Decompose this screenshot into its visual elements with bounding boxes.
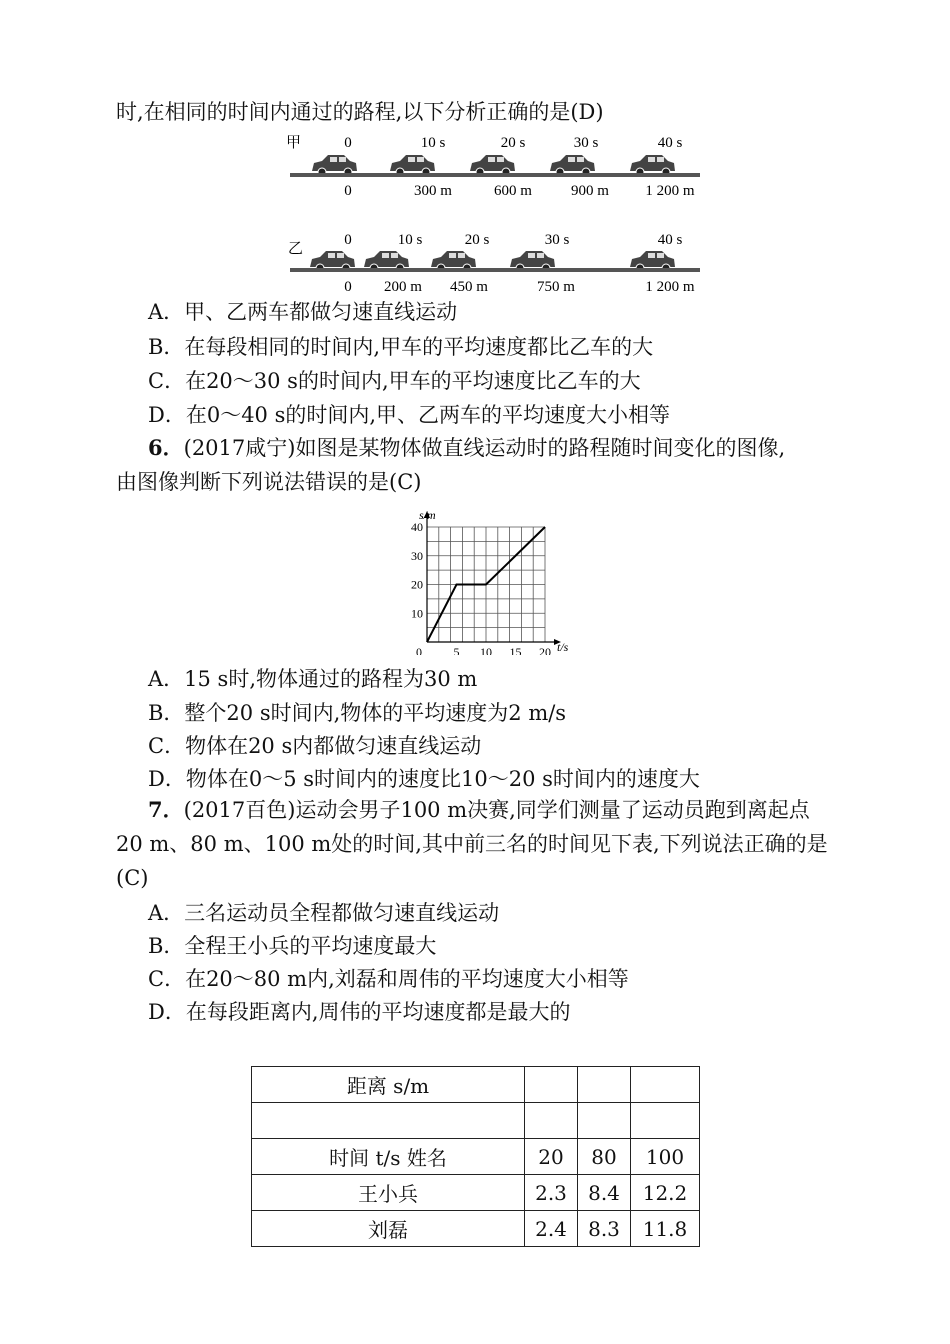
car-a-time: 30 s (573, 135, 599, 151)
empty-cell (578, 1067, 631, 1103)
column-header: 80 (578, 1139, 631, 1175)
car-a-icon (312, 155, 357, 176)
table-row (252, 1067, 700, 1103)
car-b-label: 乙 (288, 241, 304, 257)
car-b-time: 40 s (657, 232, 683, 248)
q7-line3: (C) (116, 866, 149, 890)
car-a-distance: 300 m (414, 183, 452, 199)
car-a-icon (630, 155, 675, 176)
x-tick-label: 5 (453, 645, 460, 655)
value-cell: 8.3 (578, 1211, 631, 1247)
name-cell: 刘磊 (252, 1211, 525, 1247)
car-b-distances (344, 279, 695, 295)
empty-cell (631, 1103, 700, 1139)
car-b-distance: 750 m (537, 279, 575, 295)
q6-option-d: D．物体在0～5 s时间内的速度比10～20 s时间内的速度大 (148, 767, 700, 791)
name-cell: 王小兵 (252, 1175, 525, 1211)
car-b-distance: 450 m (450, 279, 488, 295)
car-b-time: 20 s (464, 232, 490, 248)
car-a-distances (344, 183, 695, 199)
value-cell: 11.8 (631, 1211, 700, 1247)
car-a-distance: 1 200 m (645, 183, 695, 199)
car-b-distance: 200 m (384, 279, 422, 295)
q7-option-d: D．在每段距离内,周伟的平均速度都是最大的 (148, 1000, 571, 1024)
y-tick-label: 40 (411, 520, 423, 534)
car-a-time: 40 s (657, 135, 683, 151)
empty-cell (578, 1103, 631, 1139)
q6-option-c: C．物体在20 s内都做匀速直线运动 (148, 734, 482, 758)
empty-cell (631, 1067, 700, 1103)
q6-option-b: B．整个20 s时间内,物体的平均速度为2 m/s (148, 701, 567, 725)
y-tick-label: 10 (411, 606, 423, 621)
empty-cell (252, 1103, 525, 1139)
x-axis-label: t/s (557, 640, 569, 654)
table-row (252, 1103, 700, 1139)
column-header: 20 (525, 1139, 578, 1175)
table-row (252, 1211, 700, 1247)
car-a-label: 甲 (286, 135, 302, 151)
y-tick-label: 30 (411, 548, 423, 563)
q7-number: 7． (148, 797, 184, 822)
value-cell: 2.3 (525, 1175, 578, 1211)
value-cell: 2.4 (525, 1211, 578, 1247)
car-b-distance: 0 (344, 279, 352, 295)
q6-st-graph (405, 505, 575, 655)
table-row (252, 1139, 700, 1175)
car-b-times (344, 232, 682, 248)
q5-option-c: C．在20～30 s的时间内,甲车的平均速度比乙车的大 (148, 369, 641, 393)
y-tick-label: 20 (411, 577, 423, 592)
q6-text1: (2017咸宁)如图是某物体做直线运动时的路程随时间变化的图像, (183, 436, 786, 460)
y-axis-label: s/m (419, 508, 436, 522)
car-b-time: 30 s (544, 232, 570, 248)
car-a-time: 10 s (420, 135, 446, 151)
x-tick-label: 0 (416, 645, 422, 655)
header-distance-cell: 距离 s/m (252, 1067, 525, 1103)
x-tick-label: 15 (509, 645, 522, 655)
table-row (252, 1175, 700, 1211)
car-a-icon (470, 155, 515, 176)
q7-option-c: C．在20～80 m内,刘磊和周伟的平均速度大小相等 (148, 967, 629, 991)
empty-cell (525, 1067, 578, 1103)
car-a-distance: 900 m (571, 183, 609, 199)
x-tick-label: 20 (539, 645, 551, 655)
x-tick-label: 10 (480, 645, 492, 655)
q7-data-table (251, 1066, 700, 1247)
q7-text1: (2017百色)运动会男子100 m决赛,同学们测量了运动员跑到离起点 (183, 798, 810, 822)
car-a-time: 0 (344, 135, 352, 151)
car-a-distance: 600 m (494, 183, 532, 199)
empty-cell (525, 1103, 578, 1139)
car-a-icon (550, 155, 595, 176)
q5-car-figure (280, 130, 720, 310)
q6-line2: 由图像判断下列说法错误的是(C) (116, 470, 422, 494)
q6-number: 6． (148, 435, 184, 460)
q7-line2: 20 m、80 m、100 m处的时间,其中前三名的时间见下表,下列说法正确的是 (116, 832, 828, 856)
q7-line1 (148, 796, 810, 824)
q6-option-a: A．15 s时,物体通过的路程为30 m (148, 667, 478, 691)
q5-option-a: A．甲、乙两车都做匀速直线运动 (148, 300, 458, 324)
car-a-icon (390, 155, 435, 176)
car-b-time: 0 (344, 232, 352, 248)
q5-option-d: D．在0～40 s的时间内,甲、乙两车的平均速度大小相等 (148, 403, 671, 427)
car-a-distance: 0 (344, 183, 352, 199)
car-b-distance: 1 200 m (645, 279, 695, 295)
header-time-name-cell: 时间 t/s 姓名 (252, 1139, 525, 1175)
value-cell: 8.4 (578, 1175, 631, 1211)
q6-line1 (148, 434, 785, 462)
q5-intro: 时,在相同的时间内通过的路程,以下分析正确的是(D) (116, 100, 604, 124)
car-b-time: 10 s (397, 232, 423, 248)
column-header: 100 (631, 1139, 700, 1175)
value-cell: 12.2 (631, 1175, 700, 1211)
q7-option-a: A．三名运动员全程都做匀速直线运动 (148, 901, 500, 925)
car-a-times (344, 135, 682, 151)
q7-option-b: B．全程王小兵的平均速度最大 (148, 934, 437, 958)
car-a-time: 20 s (500, 135, 526, 151)
q5-option-b: B．在每段相同的时间内,甲车的平均速度都比乙车的大 (148, 335, 654, 359)
